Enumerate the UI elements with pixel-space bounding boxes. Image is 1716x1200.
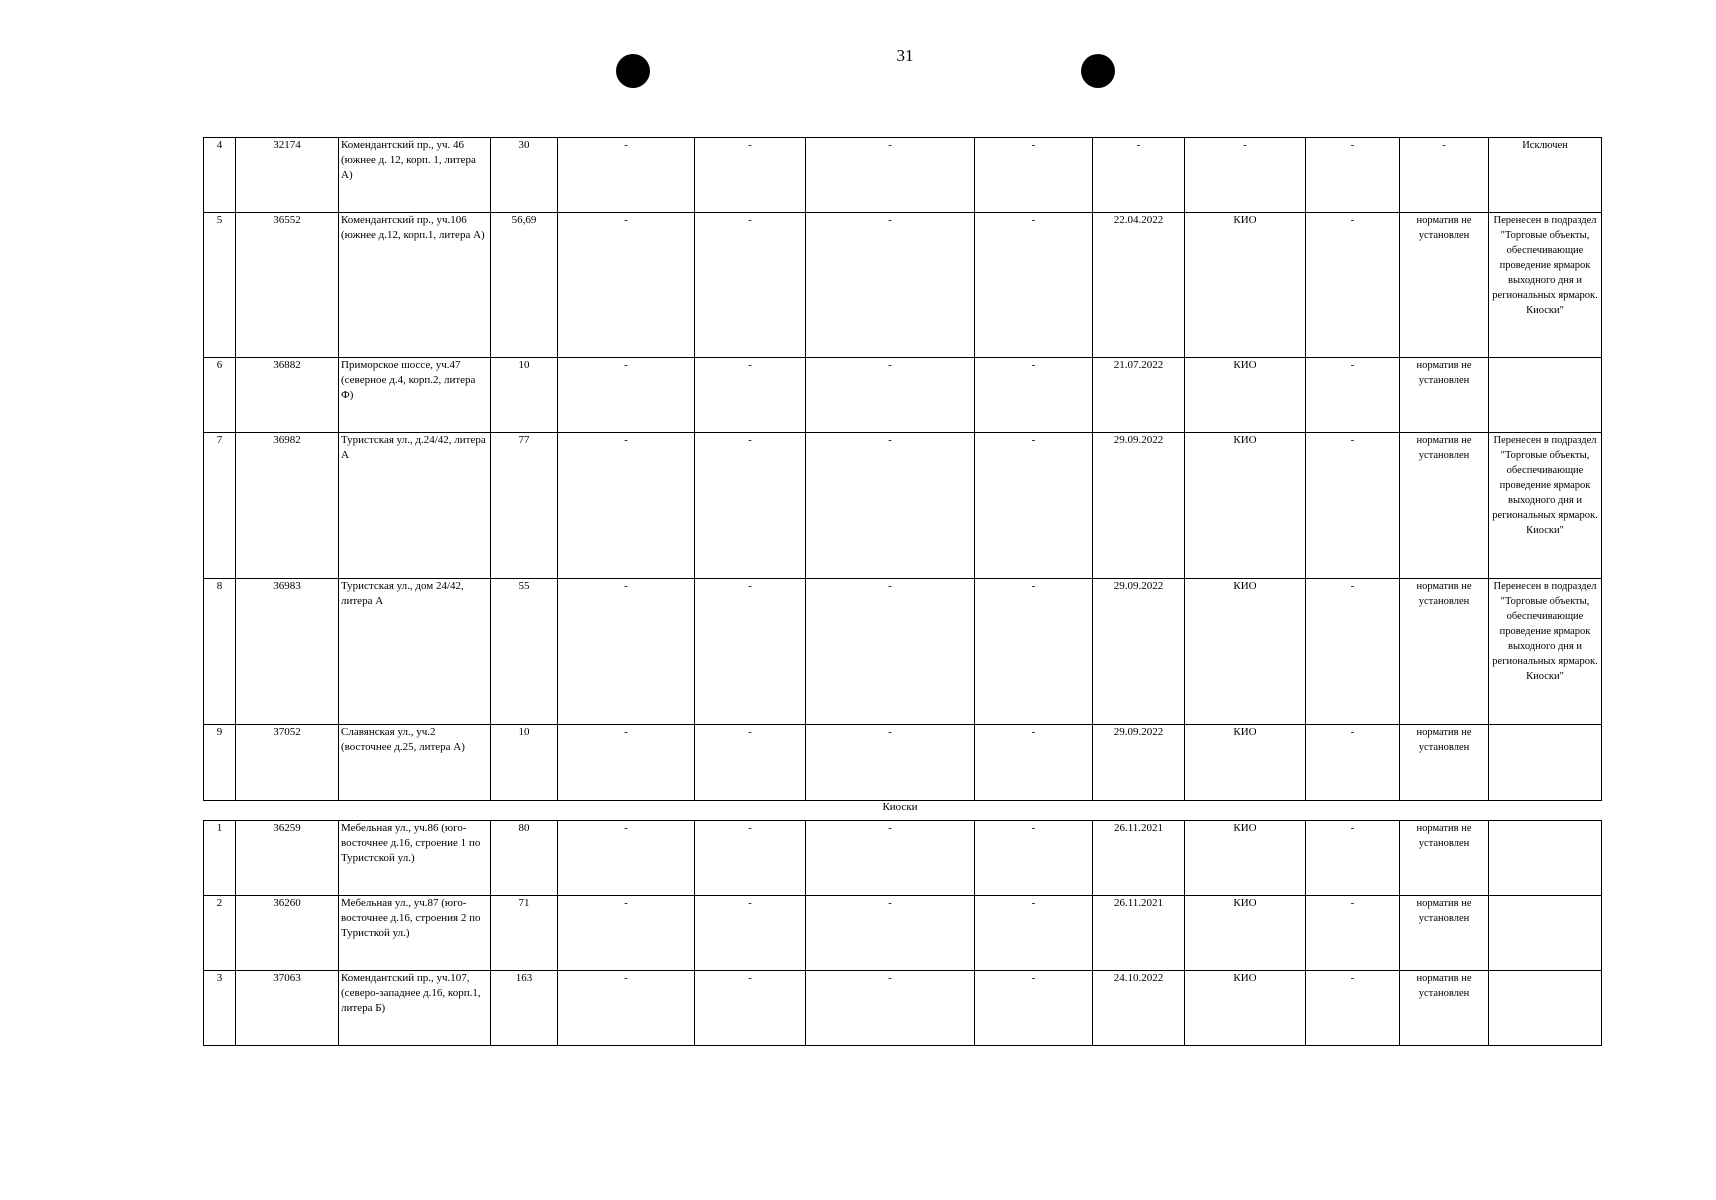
cell-organization: КИО	[1185, 579, 1306, 725]
cell-organization: КИО	[1185, 213, 1306, 358]
cell-note	[1489, 821, 1602, 896]
section-title: Киоски	[882, 801, 918, 813]
cell-note: Исключен	[1489, 138, 1602, 213]
cell-note: Перенесен в подраздел "Торговые объекты, обеспечивающие проведение ярмарок выходного дня и региональных ярмарок. Киоски"	[1489, 579, 1602, 725]
cell-area: 56,69	[491, 213, 558, 358]
cell-col6: -	[695, 725, 806, 801]
cell-col7: -	[806, 971, 975, 1046]
cell-col8: -	[975, 579, 1093, 725]
cell-organization: КИО	[1185, 971, 1306, 1046]
cell-object-id: 32174	[236, 138, 339, 213]
cell-norm: норматив не установлен	[1400, 725, 1489, 801]
table-row	[204, 579, 1602, 725]
cell-col7: -	[806, 896, 975, 971]
cell-col5: -	[558, 579, 695, 725]
cell-note	[1489, 358, 1602, 433]
cell-note	[1489, 896, 1602, 971]
table-row	[204, 213, 1602, 358]
cell-col7: -	[806, 138, 975, 213]
table-row	[204, 138, 1602, 213]
cell-address: Комендантский пр., уч. 46 (южнее д. 12, корп. 1, литера А)	[339, 138, 491, 213]
cell-col11: -	[1306, 213, 1400, 358]
cell-col8: -	[975, 138, 1093, 213]
cell-norm: норматив не установлен	[1400, 213, 1489, 358]
cell-address: Комендантский пр., уч.107, (северо-западнее д.16, корп.1, литера Б)	[339, 971, 491, 1046]
cell-col6: -	[695, 358, 806, 433]
cell-col7: -	[806, 213, 975, 358]
cell-norm: норматив не установлен	[1400, 433, 1489, 579]
cell-date: 29.09.2022	[1093, 725, 1185, 801]
cell-address: Туристская ул., дом 24/42, литера А	[339, 579, 491, 725]
cell-area: 10	[491, 358, 558, 433]
cell-note: Перенесен в подраздел "Торговые объекты, обеспечивающие проведение ярмарок выходного дня и региональных ярмарок. Киоски"	[1489, 433, 1602, 579]
cell-object-id: 37063	[236, 971, 339, 1046]
cell-address: Туристская ул., д.24/42, литера А	[339, 433, 491, 579]
cell-col11: -	[1306, 896, 1400, 971]
cell-col8: -	[975, 821, 1093, 896]
cell-col6: -	[695, 579, 806, 725]
cell-col7: -	[806, 725, 975, 801]
cell-col6: -	[695, 821, 806, 896]
cell-area: 80	[491, 821, 558, 896]
cell-date: -	[1093, 138, 1185, 213]
cell-area: 55	[491, 579, 558, 725]
table-row	[204, 433, 1602, 579]
table-bottom	[203, 820, 1602, 1046]
cell-note	[1489, 725, 1602, 801]
cell-col7: -	[806, 433, 975, 579]
table-row	[204, 896, 1602, 971]
cell-address: Славянская ул., уч.2 (восточнее д.25, литера А)	[339, 725, 491, 801]
cell-address: Приморское шоссе, уч.47 (северное д.4, корп.2, литера Ф)	[339, 358, 491, 433]
cell-norm: норматив не установлен	[1400, 896, 1489, 971]
cell-norm: норматив не установлен	[1400, 579, 1489, 725]
cell-object-id: 37052	[236, 725, 339, 801]
cell-number: 7	[204, 433, 236, 579]
cell-object-id: 36982	[236, 433, 339, 579]
cell-area: 30	[491, 138, 558, 213]
cell-col11: -	[1306, 138, 1400, 213]
cell-norm: -	[1400, 138, 1489, 213]
cell-note	[1489, 971, 1602, 1046]
cell-col6: -	[695, 213, 806, 358]
cell-col5: -	[558, 138, 695, 213]
cell-col8: -	[975, 971, 1093, 1046]
cell-col11: -	[1306, 579, 1400, 725]
cell-organization: КИО	[1185, 433, 1306, 579]
cell-col5: -	[558, 821, 695, 896]
table-row	[204, 725, 1602, 801]
cell-col5: -	[558, 433, 695, 579]
cell-col8: -	[975, 725, 1093, 801]
cell-number: 3	[204, 971, 236, 1046]
cell-address: Комендантский пр., уч.106 (южнее д.12, корп.1, литера А)	[339, 213, 491, 358]
cell-object-id: 36983	[236, 579, 339, 725]
table-row	[204, 358, 1602, 433]
cell-col8: -	[975, 213, 1093, 358]
cell-col7: -	[806, 358, 975, 433]
cell-organization: КИО	[1185, 896, 1306, 971]
cell-norm: норматив не установлен	[1400, 358, 1489, 433]
cell-number: 5	[204, 213, 236, 358]
cell-date: 22.04.2022	[1093, 213, 1185, 358]
cell-date: 21.07.2022	[1093, 358, 1185, 433]
cell-date: 29.09.2022	[1093, 433, 1185, 579]
table-row	[204, 971, 1602, 1046]
page-number: 31	[896, 46, 914, 65]
cell-col8: -	[975, 896, 1093, 971]
table-top	[203, 137, 1602, 801]
cell-col7: -	[806, 821, 975, 896]
cell-address: Мебельная ул., уч.86 (юго-восточнее д.16, строение 1 по Туристской ул.)	[339, 821, 491, 896]
cell-organization: КИО	[1185, 358, 1306, 433]
cell-number: 9	[204, 725, 236, 801]
punch-hole-left	[616, 54, 650, 88]
cell-organization: -	[1185, 138, 1306, 213]
cell-number: 4	[204, 138, 236, 213]
cell-col8: -	[975, 433, 1093, 579]
cell-col5: -	[558, 213, 695, 358]
cell-date: 24.10.2022	[1093, 971, 1185, 1046]
cell-organization: КИО	[1185, 821, 1306, 896]
cell-organization: КИО	[1185, 725, 1306, 801]
cell-object-id: 36882	[236, 358, 339, 433]
cell-norm: норматив не установлен	[1400, 971, 1489, 1046]
cell-area: 163	[491, 971, 558, 1046]
cell-area: 71	[491, 896, 558, 971]
cell-date: 26.11.2021	[1093, 821, 1185, 896]
cell-norm: норматив не установлен	[1400, 821, 1489, 896]
cell-col6: -	[695, 971, 806, 1046]
cell-number: 8	[204, 579, 236, 725]
table-row	[204, 821, 1602, 896]
cell-col5: -	[558, 896, 695, 971]
cell-date: 26.11.2021	[1093, 896, 1185, 971]
cell-object-id: 36260	[236, 896, 339, 971]
cell-col11: -	[1306, 725, 1400, 801]
cell-number: 2	[204, 896, 236, 971]
cell-col8: -	[975, 358, 1093, 433]
cell-object-id: 36552	[236, 213, 339, 358]
cell-col11: -	[1306, 971, 1400, 1046]
cell-col6: -	[695, 138, 806, 213]
punch-hole-right	[1081, 54, 1115, 88]
cell-area: 10	[491, 725, 558, 801]
cell-area: 77	[491, 433, 558, 579]
cell-col7: -	[806, 579, 975, 725]
cell-object-id: 36259	[236, 821, 339, 896]
cell-col6: -	[695, 896, 806, 971]
cell-col11: -	[1306, 358, 1400, 433]
cell-note: Перенесен в подраздел "Торговые объекты, обеспечивающие проведение ярмарок выходного дня и региональных ярмарок. Киоски"	[1489, 213, 1602, 358]
cell-col11: -	[1306, 433, 1400, 579]
cell-number: 1	[204, 821, 236, 896]
cell-col5: -	[558, 358, 695, 433]
cell-col5: -	[558, 971, 695, 1046]
cell-col5: -	[558, 725, 695, 801]
cell-col11: -	[1306, 821, 1400, 896]
cell-date: 29.09.2022	[1093, 579, 1185, 725]
cell-address: Мебельная ул., уч.87 (юго-восточнее д.16, строения 2 по Туристкой ул.)	[339, 896, 491, 971]
cell-col6: -	[695, 433, 806, 579]
cell-number: 6	[204, 358, 236, 433]
